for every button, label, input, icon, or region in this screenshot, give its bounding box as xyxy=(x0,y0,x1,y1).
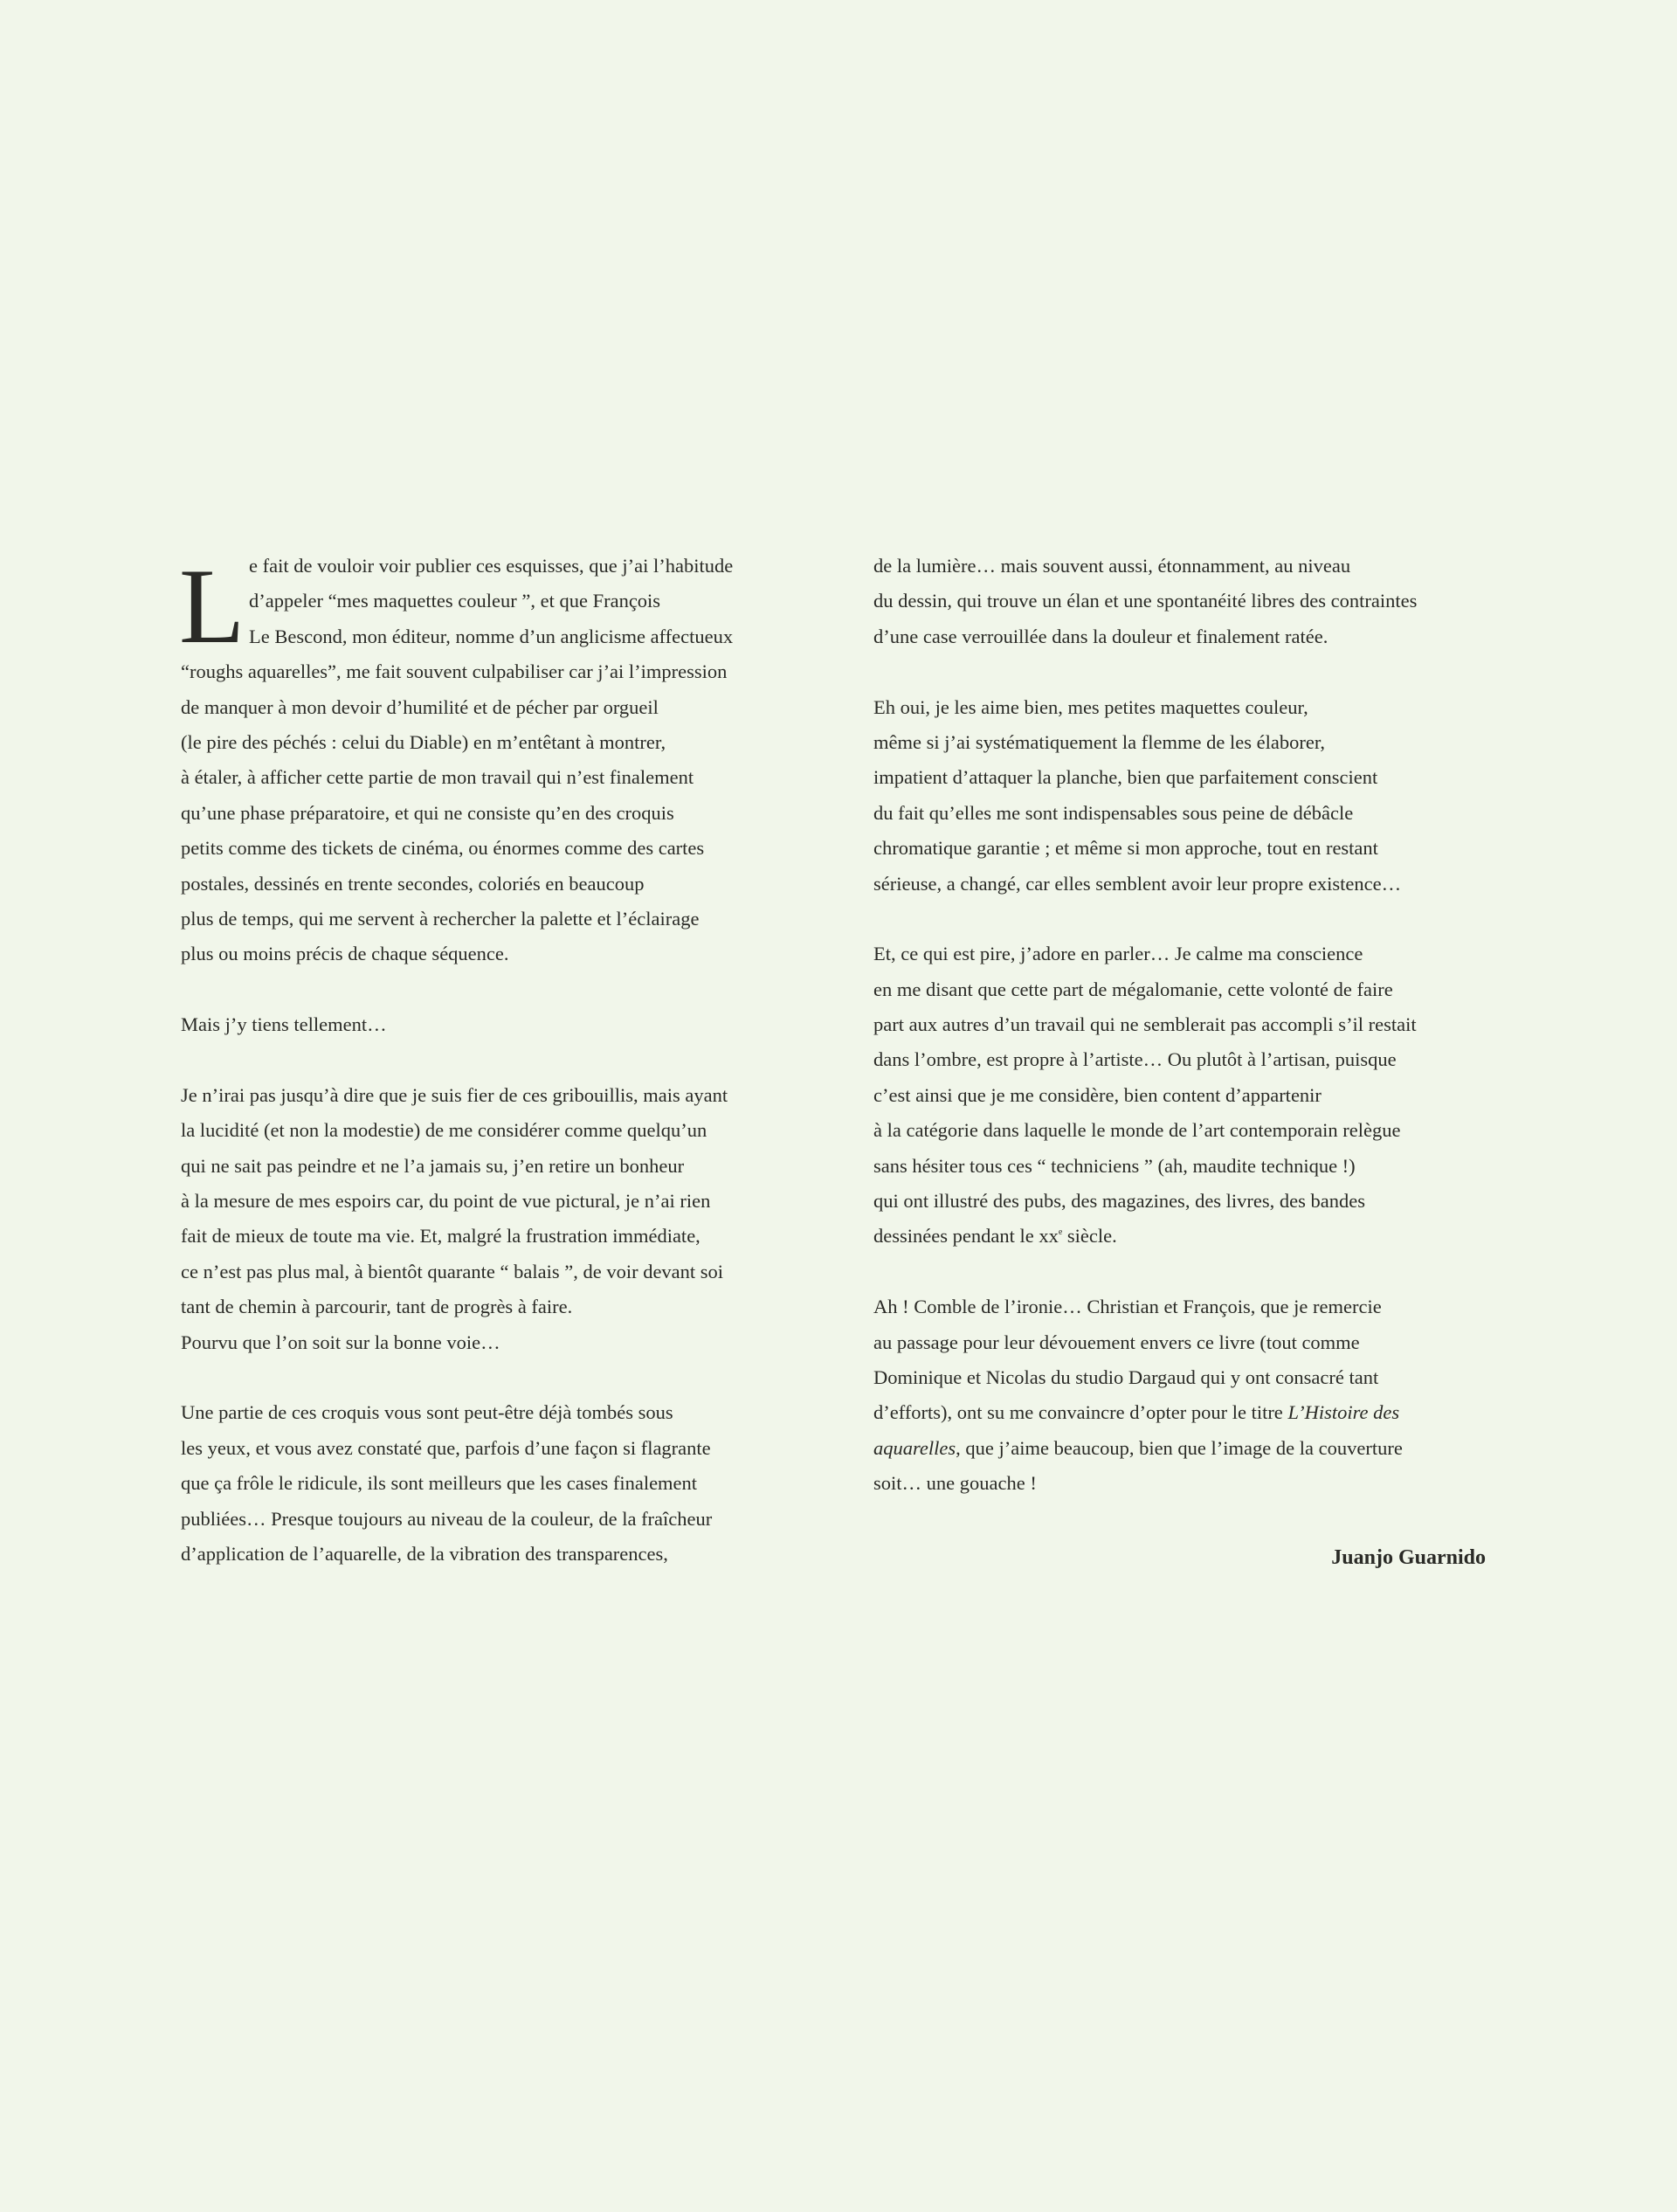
text-line: postales, dessinés en trente secondes, coloriés en beaucoup xyxy=(181,872,645,895)
paragraph-gap xyxy=(873,1255,1502,1289)
text-line: à étaler, à afficher cette partie de mon travail qui n’est finalement xyxy=(181,766,694,789)
left-column xyxy=(179,546,797,1572)
text-line: ce n’est pas plus mal, à bientôt quarante “ balais ”, de voir devant soi xyxy=(181,1260,724,1282)
drop-cap: L xyxy=(179,546,245,666)
text-line: plus ou moins précis de chaque séquence. xyxy=(181,943,509,965)
text-line: qui ne sait pas peindre et ne l’a jamais su, j’en retire un bonheur xyxy=(181,1154,685,1177)
text-line: d’une case verrouillée dans la douleur et finalement ratée. xyxy=(873,625,1328,647)
text-line: que ça frôle le ridicule, ils sont meilleurs que les cases finalement xyxy=(181,1472,698,1495)
text-line: Le Bescond, mon éditeur, nomme d’un anglicisme affectueux xyxy=(249,625,734,647)
text-line: Pourvu que l’on soit sur la bonne voie… xyxy=(181,1331,500,1353)
text-segment: dessinées pendant le xyxy=(873,1225,1039,1248)
text-line: (le pire des péchés : celui du Diable) en m’entêtant à montrer, xyxy=(181,730,666,753)
text-line: impatient d’attaquer la planche, bien que parfaitement conscient xyxy=(873,766,1378,789)
text-line: au passage pour leur dévouement envers ce livre (tout comme xyxy=(873,1331,1360,1353)
text-segment: , que j’aime beaucoup, bien que l’image de la couverture xyxy=(956,1436,1403,1459)
text-line: tant de chemin à parcourir, tant de progrès à faire. xyxy=(181,1296,573,1318)
right-column xyxy=(873,549,1502,1502)
text-line: chromatique garantie ; et même si mon approche, tout en restant xyxy=(873,837,1378,860)
text-line: d’application de l’aquarelle, de la vibration des transparences, xyxy=(181,1542,668,1565)
text-line: e fait de vouloir voir publier ces esquisses, que j’ai l’habitude xyxy=(249,555,734,577)
author-signature: Juanjo Guarnido xyxy=(1331,1546,1486,1569)
text-line: Mais j’y tiens tellement… xyxy=(181,1013,387,1036)
text-line: “roughs aquarelles”, me fait souvent culpabiliser car j’ai l’impression xyxy=(181,660,728,683)
text-line: Ah ! Comble de l’ironie… Christian et François, que je remercie xyxy=(873,1296,1382,1318)
book-title: L’Histoire des xyxy=(1287,1401,1400,1424)
paragraph-gap xyxy=(181,972,797,1007)
text-line: dans l’ombre, est propre à l’artiste… Ou plutôt à l’artisan, puisque xyxy=(873,1048,1397,1071)
text-line xyxy=(873,1219,1502,1254)
text-line: Et, ce qui est pire, j’adore en parler… Je calme ma conscience xyxy=(873,943,1363,965)
text-segment: siècle. xyxy=(1062,1225,1117,1248)
century-superscript: e xyxy=(1058,1227,1063,1238)
text-line: même si j’ai systématiquement la flemme de les élaborer, xyxy=(873,730,1326,753)
century-numeral: xx xyxy=(1039,1225,1059,1248)
text-line xyxy=(873,1395,1502,1430)
text-line: du fait qu’elles me sont indispensables sous peine de débâcle xyxy=(873,801,1354,824)
text-line: Je n’irai pas jusqu’à dire que je suis fier de ces gribouillis, mais ayant xyxy=(181,1083,728,1106)
book-title: aquarelles xyxy=(873,1436,956,1459)
paragraph-gap xyxy=(181,1042,797,1077)
text-line: publiées… Presque toujours au niveau de la couleur, de la fraîcheur xyxy=(181,1507,713,1530)
text-line: sans hésiter tous ces “ techniciens ” (ah, maudite technique !) xyxy=(873,1154,1356,1177)
text-line: petits comme des tickets de cinéma, ou énormes comme des cartes xyxy=(181,837,705,860)
paragraph-gap xyxy=(873,902,1502,937)
text-line: Une partie de ces croquis vous sont peut-être déjà tombés sous xyxy=(181,1401,673,1424)
text-line: les yeux, et vous avez constaté que, parfois d’une façon si flagrante xyxy=(181,1436,711,1459)
text-line: Dominique et Nicolas du studio Dargaud qui y ont consacré tant xyxy=(873,1365,1379,1388)
text-segment: d’efforts), ont su me convaincre d’opter pour le titre xyxy=(873,1401,1288,1424)
text-line: c’est ainsi que je me considère, bien content d’appartenir xyxy=(873,1083,1322,1106)
text-line: du dessin, qui trouve un élan et une spontanéité libres des contraintes xyxy=(873,590,1418,612)
text-line: à la catégorie dans laquelle le monde de l’art contemporain relègue xyxy=(873,1119,1401,1142)
paragraph-gap xyxy=(873,654,1502,689)
text-line: qu’une phase préparatoire, et qui ne consiste qu’en des croquis xyxy=(181,801,674,824)
text-line: plus de temps, qui me servent à rechercher la palette et l’éclairage xyxy=(181,907,700,930)
text-line: de manquer à mon devoir d’humilité et de pécher par orgueil xyxy=(181,695,659,718)
paragraph-gap xyxy=(181,1360,797,1395)
text-line: la lucidité (et non la modestie) de me considérer comme quelqu’un xyxy=(181,1119,707,1142)
text-line: à la mesure de mes espoirs car, du point de vue pictural, je n’ai rien xyxy=(181,1190,711,1213)
text-line: soit… une gouache ! xyxy=(873,1472,1037,1495)
text-line xyxy=(873,1431,1502,1466)
text-line: de la lumière… mais souvent aussi, étonnamment, au niveau xyxy=(873,555,1351,577)
text-line: part aux autres d’un travail qui ne semblerait pas accompli s’il restait xyxy=(873,1013,1417,1036)
text-line: sérieuse, a changé, car elles semblent avoir leur propre existence… xyxy=(873,872,1402,895)
text-line: d’appeler “mes maquettes couleur ”, et que François xyxy=(249,590,661,612)
text-line: en me disant que cette part de mégalomanie, cette volonté de faire xyxy=(873,978,1393,1000)
text-line: Eh oui, je les aime bien, mes petites maquettes couleur, xyxy=(873,695,1308,718)
text-line: qui ont illustré des pubs, des magazines, des livres, des bandes xyxy=(873,1190,1366,1213)
text-line: fait de mieux de toute ma vie. Et, malgré la frustration immédiate, xyxy=(181,1225,700,1248)
